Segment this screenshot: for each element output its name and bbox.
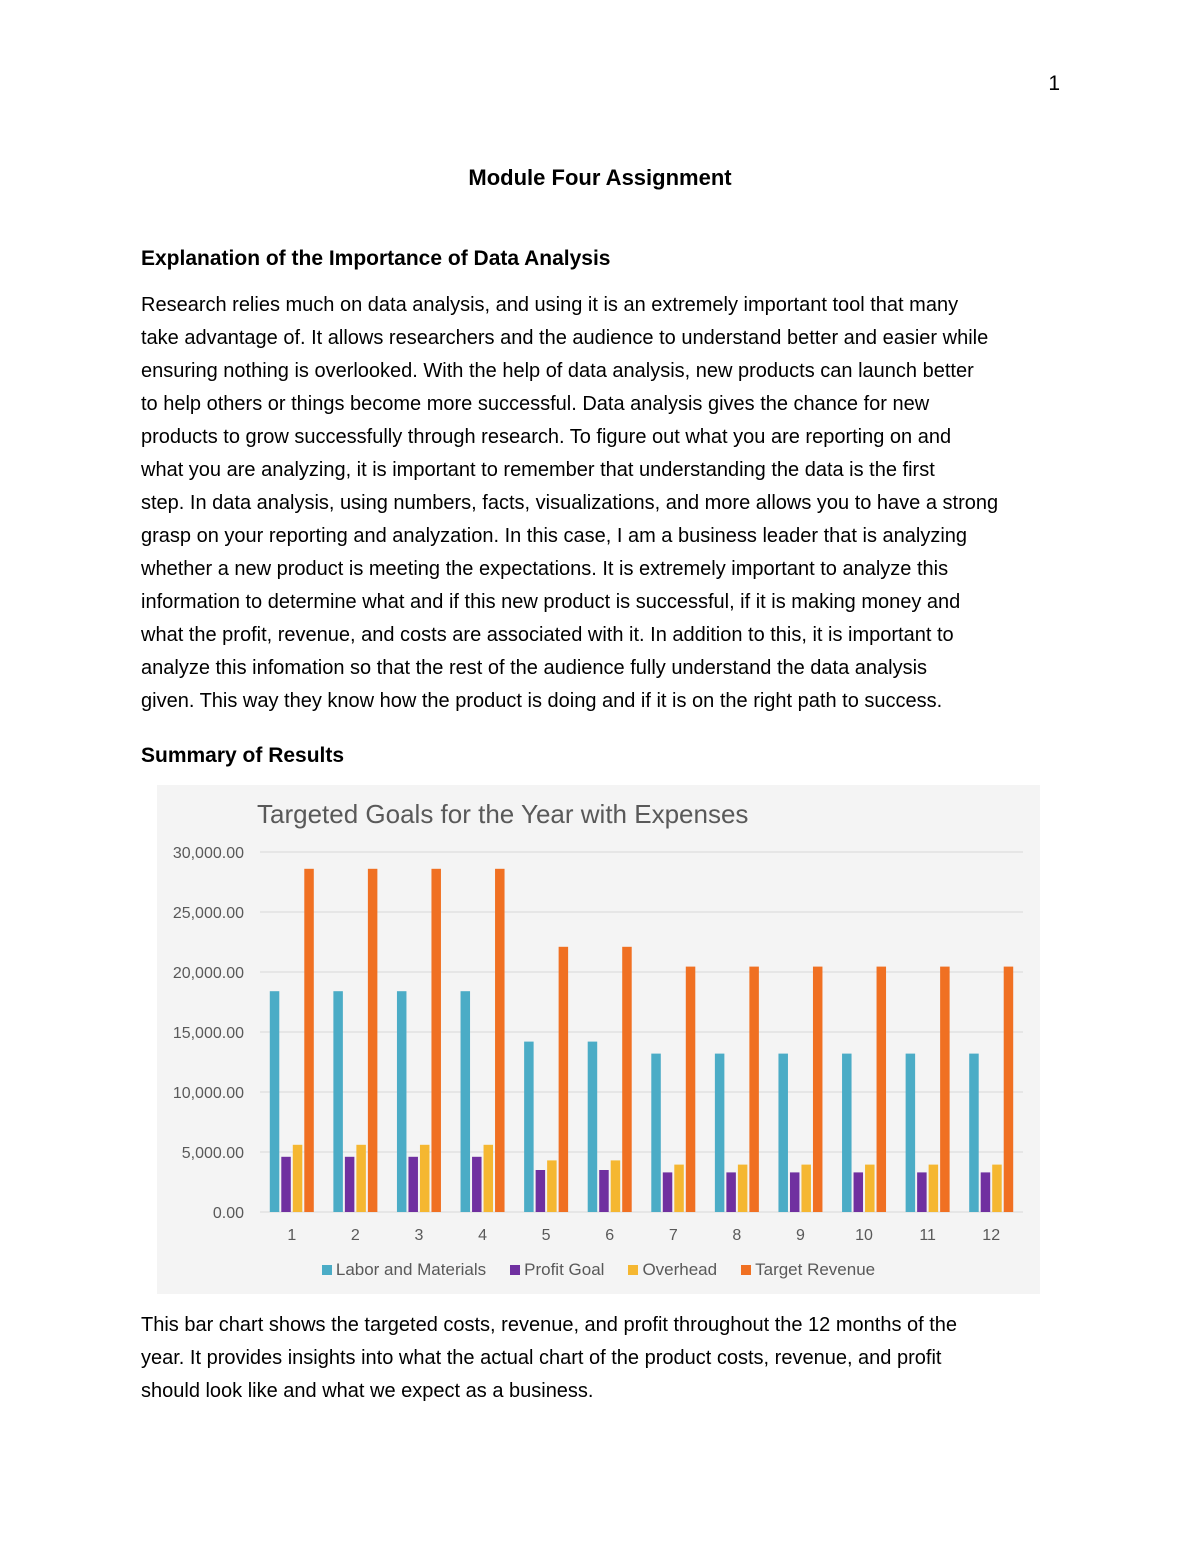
paragraph-line: Research relies much on data analysis, and using it is an extremely important tool that many	[141, 294, 959, 316]
bar-labor-and-materials	[461, 991, 471, 1212]
paragraph-line: This bar chart shows the targeted costs, revenue, and profit throughout the 12 months of the	[141, 1314, 958, 1336]
bar-target-revenue	[749, 967, 759, 1212]
paragraph-line: take advantage of. It allows researchers and the audience to understand better and easier while	[141, 327, 989, 349]
explanation-paragraph	[141, 289, 1066, 718]
paragraph-line: analyze this infomation so that the rest of the audience fully understand the data analysis	[141, 657, 928, 679]
y-tick-label: 30,000.00	[172, 845, 244, 862]
chart-plot	[157, 785, 1040, 1294]
paragraph-line: whether a new product is meeting the expectations. It is extremely important to analyze this	[141, 558, 949, 580]
bar-target-revenue	[559, 947, 569, 1212]
bar-overhead	[356, 1145, 366, 1212]
x-tick-label: 11	[919, 1227, 936, 1244]
bar-overhead	[611, 1160, 621, 1212]
bar-profit-goal	[854, 1172, 864, 1212]
bar-labor-and-materials	[778, 1054, 788, 1212]
bar-overhead	[674, 1165, 684, 1212]
summary-paragraph	[141, 1309, 1066, 1408]
bar-profit-goal	[345, 1157, 355, 1212]
paragraph-line: information to determine what and if this new product is successful, if it is making money and	[141, 591, 961, 613]
section-heading-explanation: Explanation of the Importance of Data Analysis	[141, 247, 611, 270]
paragraph-line: grasp on your reporting and analyzation. In this case, I am a business leader that is analyzing	[141, 525, 968, 547]
bar-labor-and-materials	[969, 1054, 979, 1212]
bar-labor-and-materials	[524, 1042, 534, 1212]
legend-item	[510, 1260, 604, 1280]
chart-title: Targeted Goals for the Year with Expenses	[257, 799, 749, 829]
x-tick-label: 5	[541, 1227, 551, 1244]
bar-profit-goal	[599, 1170, 609, 1212]
y-tick-label: 10,000.00	[172, 1085, 244, 1102]
paragraph-line: ensuring nothing is overlooked. With the help of data analysis, new products can launch better	[141, 360, 974, 382]
y-tick-label: 20,000.00	[172, 965, 244, 982]
x-tick-label: 4	[478, 1227, 487, 1244]
bar-profit-goal	[663, 1172, 673, 1212]
paragraph-line: given. This way they know how the product is doing and if it is on the right path to success.	[141, 690, 943, 712]
bar-profit-goal	[981, 1172, 991, 1212]
x-tick-label: 3	[414, 1227, 424, 1244]
bar-overhead	[992, 1165, 1002, 1212]
bar-overhead	[865, 1165, 875, 1212]
bar-profit-goal	[790, 1172, 800, 1212]
paragraph-line: to help others or things become more successful. Data analysis gives the chance for new	[141, 393, 930, 415]
bar-labor-and-materials	[270, 991, 280, 1212]
paragraph-line: what you are analyzing, it is important to remember that understanding the data is the first	[141, 459, 935, 481]
bar-labor-and-materials	[842, 1054, 852, 1212]
bar-profit-goal	[408, 1157, 418, 1212]
paragraph-line: products to grow successfully through research. To figure out what you are reporting on and	[141, 426, 952, 448]
legend-label: Overhead	[642, 1260, 718, 1279]
bar-target-revenue	[1004, 967, 1014, 1212]
paragraph-line: step. In data analysis, using numbers, facts, visualizations, and more allows you to have a strong	[141, 492, 999, 514]
bar-target-revenue	[622, 947, 632, 1212]
x-tick-label: 6	[605, 1227, 615, 1244]
legend-label: Profit Goal	[524, 1260, 605, 1279]
y-tick-label: 25,000.00	[172, 905, 244, 922]
bar-target-revenue	[495, 869, 505, 1212]
bar-target-revenue	[304, 869, 314, 1212]
paragraph-line: should look like and what we expect as a business.	[141, 1380, 594, 1402]
page-number: 1	[1048, 72, 1060, 95]
bar-target-revenue	[940, 967, 950, 1212]
legend-swatch	[628, 1265, 638, 1275]
legend-swatch	[322, 1265, 332, 1275]
section-heading-summary: Summary of Results	[141, 744, 345, 767]
legend-label: Target Revenue	[755, 1260, 876, 1279]
bar-labor-and-materials	[588, 1042, 598, 1212]
bar-labor-and-materials	[397, 991, 407, 1212]
legend-item	[741, 1260, 875, 1280]
bar-chart	[157, 785, 1040, 1294]
bar-target-revenue	[813, 967, 823, 1212]
bar-overhead	[801, 1165, 811, 1212]
bar-target-revenue	[431, 869, 441, 1212]
x-tick-label: 1	[287, 1227, 297, 1244]
y-tick-label: 5,000.00	[181, 1145, 244, 1162]
legend-label: Labor and Materials	[335, 1260, 487, 1279]
x-tick-label: 2	[350, 1227, 360, 1244]
bar-overhead	[547, 1160, 557, 1212]
bar-profit-goal	[281, 1157, 291, 1212]
bar-overhead	[929, 1165, 939, 1212]
bar-labor-and-materials	[333, 991, 343, 1212]
x-tick-label: 7	[668, 1227, 678, 1244]
document-title: Module Four Assignment	[468, 165, 732, 190]
bar-profit-goal	[472, 1157, 482, 1212]
bar-profit-goal	[917, 1172, 927, 1212]
paragraph-line: year. It provides insights into what the actual chart of the product costs, revenue, and profit	[141, 1347, 942, 1369]
bar-profit-goal	[726, 1172, 736, 1212]
bar-overhead	[420, 1145, 430, 1212]
y-tick-label: 15,000.00	[172, 1025, 244, 1042]
x-tick-label: 9	[796, 1227, 805, 1244]
bar-target-revenue	[877, 967, 887, 1212]
legend-item	[322, 1260, 486, 1280]
x-tick-label: 10	[855, 1227, 873, 1244]
x-tick-label: 12	[982, 1227, 1001, 1244]
bar-labor-and-materials	[906, 1054, 916, 1212]
bar-overhead	[484, 1145, 494, 1212]
bar-overhead	[293, 1145, 303, 1212]
y-tick-label: 0.00	[212, 1205, 244, 1222]
legend-item	[628, 1260, 717, 1280]
legend-swatch	[741, 1265, 751, 1275]
bar-labor-and-materials	[651, 1054, 661, 1212]
chart-legend	[157, 1260, 1040, 1280]
paragraph-line: what the profit, revenue, and costs are associated with it. In addition to this, it is important to	[141, 624, 954, 646]
bar-overhead	[738, 1165, 748, 1212]
x-tick-label: 8	[732, 1227, 742, 1244]
legend-swatch	[510, 1265, 520, 1275]
bar-target-revenue	[368, 869, 378, 1212]
bar-profit-goal	[536, 1170, 546, 1212]
bar-target-revenue	[686, 967, 696, 1212]
bar-labor-and-materials	[715, 1054, 725, 1212]
